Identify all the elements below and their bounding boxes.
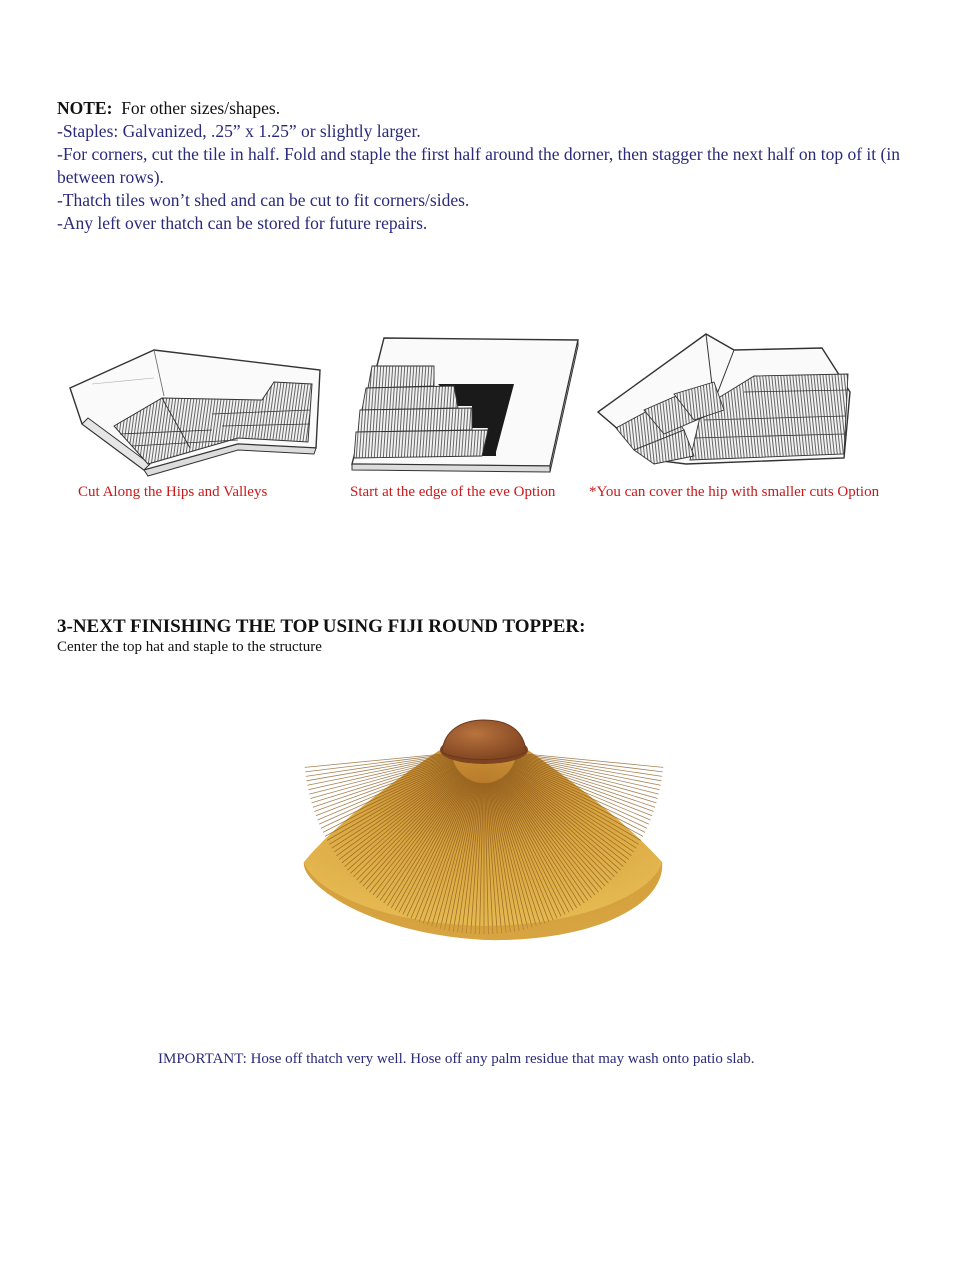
caption-hips-valleys: Cut Along the Hips and Valleys [78, 484, 268, 500]
note-label: NOTE: [57, 98, 113, 118]
note-line-staples: -Staples: Galvanized, .25” x 1.25” or slightly larger. [57, 121, 421, 141]
note-line-storage: -Any left over thatch can be stored for future repairs. [57, 213, 428, 233]
caption-edge-of-eve: Start at the edge of the eve Option [350, 484, 556, 500]
note-heading [57, 97, 927, 120]
caption-hip-cover: *You can cover the hip with smaller cuts Option [589, 484, 880, 500]
section-title: 3-NEXT FINISHING THE TOP USING FIJI ROUND TOPPER: [57, 616, 586, 637]
note-heading-text: For other sizes/shapes. [121, 98, 281, 118]
note-block [57, 97, 927, 235]
note-line-shed: -Thatch tiles won’t shed and can be cut to fit corners/sides. [57, 190, 470, 210]
edge-of-eve-diagram [346, 332, 582, 478]
section-subtitle: Center the top hat and staple to the structure [57, 639, 322, 655]
fiji-round-topper-image [296, 712, 674, 964]
hips-valleys-diagram [62, 338, 324, 478]
hip-cover-diagram [594, 330, 854, 480]
important-note: IMPORTANT: Hose off thatch very well. Hose off any palm residue that may wash onto patio slab. [158, 1051, 755, 1067]
note-line-corners: -For corners, cut the tile in half. Fold and staple the first half around the dorner, then stagger the next half on top of it (in between rows). [57, 144, 900, 187]
